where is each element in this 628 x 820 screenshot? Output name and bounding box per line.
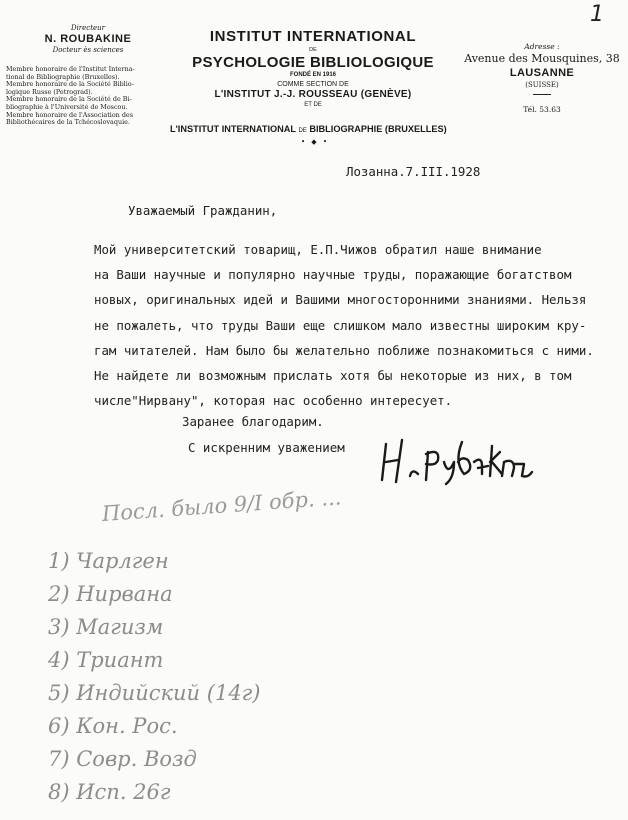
handwritten-item: 8) Исп. 26г	[48, 780, 171, 804]
membership-line: Bibliothécaires de la Tchécoslovaquie.	[6, 118, 130, 127]
body-line: не пожалеть, что труды Ваши еще слишком мало известны широким кру-	[94, 317, 587, 333]
body-line: Мой университетский товарищ, Е.П.Чижов обратил наше внимание	[94, 242, 542, 257]
founded-year: FONDÉ EN 1916	[289, 72, 337, 78]
bibliographie-de: DE	[298, 128, 307, 134]
handwritten-item: 2) Нирвана	[48, 582, 173, 606]
membership-line: tional de Bibliographie (Bruxelles).	[6, 72, 120, 81]
address-block	[462, 42, 622, 115]
address-city: LAUSANNE	[509, 67, 575, 79]
handwritten-note-heading: Посл. было 9/I обр. ...	[101, 485, 343, 526]
director-title: Docteur ès sciences	[52, 46, 124, 54]
membership-line: bliographie à l'Université de Moscou.	[6, 102, 128, 111]
handwritten-item: 7) Совр. Возд	[48, 747, 197, 771]
institute-heading	[168, 28, 458, 110]
address-divider	[533, 94, 551, 95]
institute-line2: PSYCHOLOGIE BIBLIOLOGIQUE	[192, 54, 434, 71]
handwritten-item: 6) Кон. Рос.	[48, 714, 178, 738]
director-block	[8, 24, 168, 57]
handwritten-item: 3) Магизм	[48, 615, 164, 639]
bibliographie-pre: L'INSTITUT INTERNATIONAL	[170, 124, 296, 134]
membership-line: Membre honoraire de l'Association des	[6, 110, 133, 119]
institute-line1: INSTITUT INTERNATIONAL	[209, 28, 417, 45]
bibliographie-line	[170, 124, 480, 134]
handwritten-item: 1) Чарлген	[48, 549, 169, 573]
letter-greeting: Уважаемый Гражданин,	[128, 203, 278, 218]
director-name: N. ROUBAKINE	[44, 33, 132, 45]
letter-closing-regards: С искренним уважением	[188, 440, 345, 455]
letter-date: Лозанна.7.III.1928	[346, 164, 481, 179]
address-country: (SUISSE)	[525, 81, 559, 89]
director-label: Directeur	[70, 24, 106, 32]
signature	[376, 432, 536, 486]
ornament-dots: • ◆ •	[300, 138, 330, 146]
rousseau-institute: L'INSTITUT J.-J. ROUSSEAU (GENÈVE)	[214, 89, 412, 100]
body-line: гам читателей. Нам было бы желательно поближе познакомиться с ними.	[94, 342, 594, 358]
institute-de: DE	[309, 47, 317, 53]
page-number: 1	[590, 2, 604, 27]
handwritten-item: 4) Триант	[48, 648, 164, 672]
address-telephone: Tél. 53.63	[523, 105, 561, 114]
membership-line: Membre honoraire de l'Institut Interna-	[6, 65, 135, 73]
membership-line: Membre honoraire de la Société Biblio-	[6, 80, 134, 89]
body-line: новых, оригинальных идей и Вашими многосторонними знаниями. Нельзя	[94, 292, 587, 308]
letter-closing-thanks: Заранее благодарим.	[182, 414, 324, 429]
body-line: Не найдете ли возможным прислать хотя бы некоторые из них, в том	[94, 368, 572, 384]
memberships-list	[6, 66, 164, 127]
handwritten-list	[48, 545, 260, 809]
address-street: Avenue des Mousquines, 38	[464, 52, 620, 65]
body-line: числе"Нирвану", которая нас особенно интересует.	[94, 393, 453, 409]
bibliographie-post: BIBLIOGRAPHIE (BRUXELLES)	[309, 124, 447, 134]
membership-line: Membre honoraire de la Société de Bi-	[6, 95, 132, 104]
body-line: на Ваши научные и популярно научные труды, поражающие богатством	[94, 267, 572, 283]
comme-section: COMME SECTION DE	[277, 81, 349, 88]
et-de: ET DE	[304, 102, 322, 108]
address-label: Adresse :	[524, 42, 560, 51]
handwritten-item: 5) Индийский (14г)	[48, 681, 261, 705]
letter-body	[94, 237, 594, 413]
membership-line: logique Russe (Petrograd).	[6, 87, 93, 96]
